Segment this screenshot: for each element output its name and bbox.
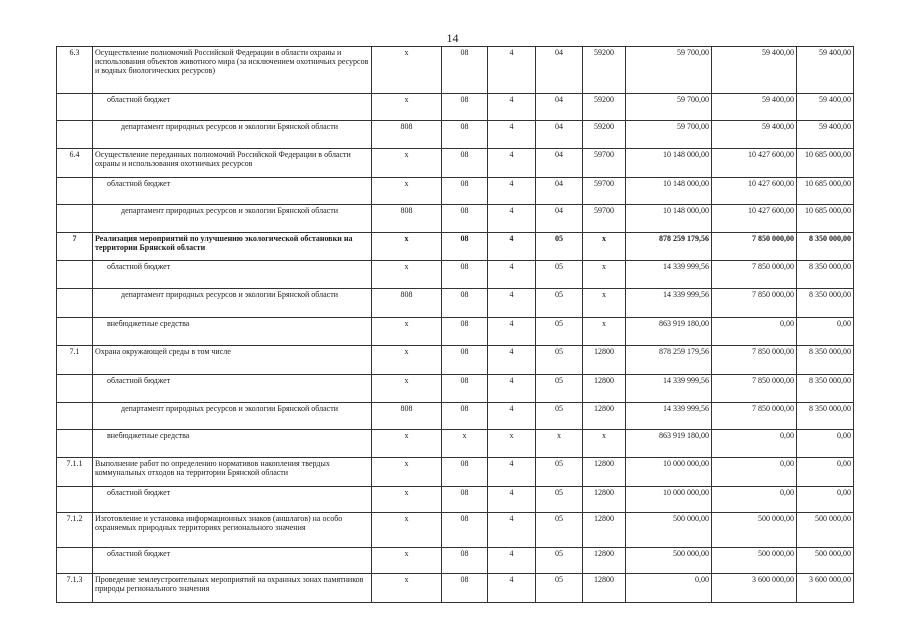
amount-year-3: 8 350 000,00 [797, 233, 854, 261]
amount-year-1: 10 148 000,00 [626, 205, 712, 233]
direction-code: 12800 [583, 574, 626, 603]
direction-code: 12800 [583, 375, 626, 403]
row-number: 7.1.3 [57, 574, 93, 603]
admin-code: x [372, 346, 442, 375]
direction-code: 59700 [583, 149, 626, 178]
direction-code: 59700 [583, 205, 626, 233]
amount-year-1: 863 919 180,00 [626, 318, 712, 346]
admin-code: x [372, 513, 442, 548]
amount-year-1: 14 339 999,56 [626, 261, 712, 289]
admin-code: x [372, 47, 442, 94]
amount-year-2: 500 000,00 [712, 513, 797, 548]
table-row [57, 318, 854, 346]
row-name: департамент природных ресурсов и экологии Брянской области [93, 205, 372, 233]
admin-code: x [372, 94, 442, 121]
direction-code: x [583, 430, 626, 458]
program-code: 04 [536, 205, 583, 233]
amount-year-2: 0,00 [712, 318, 797, 346]
direction-code: x [583, 261, 626, 289]
admin-code: 808 [372, 205, 442, 233]
row-name: внебюджетные средства [93, 318, 372, 346]
amount-year-2: 500 000,00 [712, 548, 797, 574]
program-code: 05 [536, 574, 583, 603]
row-name: Изготовление и установка информационных знаков (аншлагов) на особо охраняемых природных территориях регионального значения [93, 513, 372, 548]
amount-year-2: 10 427 600,00 [712, 178, 797, 205]
program-code: 04 [536, 149, 583, 178]
row-number [57, 261, 93, 289]
amount-year-1: 10 148 000,00 [626, 178, 712, 205]
section-code: 08 [442, 205, 488, 233]
amount-year-3: 10 685 000,00 [797, 205, 854, 233]
row-number [57, 430, 93, 458]
amount-year-2: 7 850 000,00 [712, 233, 797, 261]
amount-year-3: 59 400,00 [797, 94, 854, 121]
amount-year-3: 8 350 000,00 [797, 403, 854, 430]
admin-code: x [372, 149, 442, 178]
table-row [57, 233, 854, 261]
subsection-code: 4 [488, 205, 536, 233]
amount-year-3: 0,00 [797, 487, 854, 513]
admin-code: x [372, 318, 442, 346]
row-name: областной бюджет [93, 375, 372, 403]
row-name: областной бюджет [93, 261, 372, 289]
row-number: 7.1.1 [57, 458, 93, 487]
amount-year-3: 0,00 [797, 430, 854, 458]
subsection-code: 4 [488, 121, 536, 149]
amount-year-2: 7 850 000,00 [712, 346, 797, 375]
subsection-code: 4 [488, 233, 536, 261]
row-number: 7.1 [57, 346, 93, 375]
admin-code: 808 [372, 403, 442, 430]
direction-code: 59200 [583, 47, 626, 94]
amount-year-3: 59 400,00 [797, 47, 854, 94]
row-number: 7.1.2 [57, 513, 93, 548]
row-name: областной бюджет [93, 94, 372, 121]
admin-code: x [372, 430, 442, 458]
amount-year-2: 10 427 600,00 [712, 205, 797, 233]
row-name: областной бюджет [93, 548, 372, 574]
section-code: 08 [442, 548, 488, 574]
row-name: Осуществление переданных полномочий Российской Федерации в области охраны и использования охотничьих ресурсов [93, 149, 372, 178]
row-name: Реализация мероприятий по улучшению экологической обстановки на территории Брянской области [93, 233, 372, 261]
table-row [57, 47, 854, 94]
direction-code: 59200 [583, 94, 626, 121]
table-row [57, 94, 854, 121]
amount-year-1: 59 700,00 [626, 94, 712, 121]
direction-code: 12800 [583, 403, 626, 430]
subsection-code: 4 [488, 574, 536, 603]
table-row [57, 513, 854, 548]
amount-year-1: 0,00 [626, 574, 712, 603]
amount-year-1: 878 259 179,56 [626, 346, 712, 375]
subsection-code: 4 [488, 94, 536, 121]
amount-year-3: 8 350 000,00 [797, 375, 854, 403]
section-code: 08 [442, 261, 488, 289]
amount-year-3: 500 000,00 [797, 548, 854, 574]
program-code: 05 [536, 346, 583, 375]
program-code: 05 [536, 318, 583, 346]
amount-year-2: 7 850 000,00 [712, 261, 797, 289]
section-code: 08 [442, 47, 488, 94]
direction-code: 59200 [583, 121, 626, 149]
page-number: 14 [446, 31, 459, 45]
program-code: 05 [536, 548, 583, 574]
amount-year-1: 10 000 000,00 [626, 487, 712, 513]
program-code: 04 [536, 121, 583, 149]
table-row [57, 205, 854, 233]
row-name: департамент природных ресурсов и экологии Брянской области [93, 121, 372, 149]
row-name: Проведение землеустроительных мероприятий на охранных зонах памятников природы регионального значения [93, 574, 372, 603]
amount-year-1: 59 700,00 [626, 121, 712, 149]
row-name: Осуществление полномочий Российской Федерации в области охраны и использования объектов животного мира (за исключением охотничьих ресурсов и водных биологических ресурсов) [93, 47, 372, 94]
row-number [57, 205, 93, 233]
section-code: 08 [442, 318, 488, 346]
amount-year-2: 7 850 000,00 [712, 375, 797, 403]
section-code: 08 [442, 487, 488, 513]
section-code: 08 [442, 346, 488, 375]
row-number: 6.4 [57, 149, 93, 178]
direction-code: 12800 [583, 513, 626, 548]
amount-year-1: 10 148 000,00 [626, 149, 712, 178]
row-number [57, 548, 93, 574]
direction-code: 12800 [583, 346, 626, 375]
direction-code: 59700 [583, 178, 626, 205]
section-code: 08 [442, 233, 488, 261]
section-code: 08 [442, 375, 488, 403]
table-row [57, 121, 854, 149]
amount-year-2: 59 400,00 [712, 94, 797, 121]
row-name: областной бюджет [93, 178, 372, 205]
row-number [57, 318, 93, 346]
program-code: 05 [536, 403, 583, 430]
subsection-code: 4 [488, 318, 536, 346]
admin-code: 808 [372, 289, 442, 318]
amount-year-1: 59 700,00 [626, 47, 712, 94]
amount-year-2: 0,00 [712, 430, 797, 458]
amount-year-2: 7 850 000,00 [712, 289, 797, 318]
row-number [57, 178, 93, 205]
amount-year-2: 59 400,00 [712, 121, 797, 149]
table-row [57, 289, 854, 318]
subsection-code: 4 [488, 513, 536, 548]
direction-code: x [583, 233, 626, 261]
section-code: 08 [442, 94, 488, 121]
row-name: Охрана окружающей среды в том числе [93, 346, 372, 375]
table-row [57, 375, 854, 403]
program-code: 05 [536, 233, 583, 261]
subsection-code: 4 [488, 548, 536, 574]
section-code: 08 [442, 513, 488, 548]
program-code: 05 [536, 289, 583, 318]
budget-table [56, 46, 854, 603]
amount-year-2: 10 427 600,00 [712, 149, 797, 178]
admin-code: x [372, 458, 442, 487]
subsection-code: x [488, 430, 536, 458]
subsection-code: 4 [488, 487, 536, 513]
table-row [57, 574, 854, 603]
row-number [57, 487, 93, 513]
direction-code: 12800 [583, 487, 626, 513]
subsection-code: 4 [488, 458, 536, 487]
row-number [57, 121, 93, 149]
section-code: 08 [442, 178, 488, 205]
table-row [57, 430, 854, 458]
row-number [57, 403, 93, 430]
program-code: 04 [536, 94, 583, 121]
direction-code: x [583, 289, 626, 318]
amount-year-3: 59 400,00 [797, 121, 854, 149]
admin-code: x [372, 487, 442, 513]
table-row [57, 149, 854, 178]
admin-code: x [372, 548, 442, 574]
table-row [57, 458, 854, 487]
section-code: 08 [442, 121, 488, 149]
subsection-code: 4 [488, 261, 536, 289]
program-code: 05 [536, 261, 583, 289]
amount-year-3: 10 685 000,00 [797, 178, 854, 205]
amount-year-3: 8 350 000,00 [797, 289, 854, 318]
direction-code: 12800 [583, 458, 626, 487]
section-code: 08 [442, 289, 488, 318]
admin-code: x [372, 261, 442, 289]
subsection-code: 4 [488, 375, 536, 403]
amount-year-1: 14 339 999,56 [626, 375, 712, 403]
row-number [57, 289, 93, 318]
program-code: x [536, 430, 583, 458]
amount-year-1: 14 339 999,56 [626, 403, 712, 430]
row-number: 6.3 [57, 47, 93, 94]
amount-year-1: 10 000 000,00 [626, 458, 712, 487]
amount-year-3: 500 000,00 [797, 513, 854, 548]
program-code: 05 [536, 487, 583, 513]
program-code: 04 [536, 47, 583, 94]
amount-year-3: 8 350 000,00 [797, 346, 854, 375]
section-code: 08 [442, 403, 488, 430]
direction-code: x [583, 318, 626, 346]
admin-code: x [372, 375, 442, 403]
row-name: департамент природных ресурсов и экологии Брянской области [93, 289, 372, 318]
row-name: Выполнение работ по определению нормативов накопления твердых коммунальных отходов на территории Брянской области [93, 458, 372, 487]
row-name: департамент природных ресурсов и экологии Брянской области [93, 403, 372, 430]
row-name: областной бюджет [93, 487, 372, 513]
amount-year-1: 863 919 180,00 [626, 430, 712, 458]
direction-code: 12800 [583, 548, 626, 574]
program-code: 05 [536, 375, 583, 403]
program-code: 05 [536, 513, 583, 548]
program-code: 05 [536, 458, 583, 487]
table-row [57, 403, 854, 430]
section-code: 08 [442, 149, 488, 178]
subsection-code: 4 [488, 289, 536, 318]
table-row [57, 548, 854, 574]
admin-code: x [372, 178, 442, 205]
amount-year-2: 7 850 000,00 [712, 403, 797, 430]
admin-code: x [372, 574, 442, 603]
amount-year-2: 59 400,00 [712, 47, 797, 94]
row-number [57, 94, 93, 121]
table-row [57, 261, 854, 289]
amount-year-2: 3 600 000,00 [712, 574, 797, 603]
amount-year-2: 0,00 [712, 487, 797, 513]
row-number: 7 [57, 233, 93, 261]
admin-code: x [372, 233, 442, 261]
subsection-code: 4 [488, 403, 536, 430]
table-row [57, 487, 854, 513]
amount-year-3: 3 600 000,00 [797, 574, 854, 603]
subsection-code: 4 [488, 149, 536, 178]
amount-year-1: 500 000,00 [626, 513, 712, 548]
section-code: 08 [442, 574, 488, 603]
amount-year-3: 0,00 [797, 318, 854, 346]
row-name: внебюджетные средства [93, 430, 372, 458]
table-row [57, 178, 854, 205]
program-code: 04 [536, 178, 583, 205]
amount-year-3: 8 350 000,00 [797, 261, 854, 289]
section-code: 08 [442, 458, 488, 487]
table-row [57, 346, 854, 375]
amount-year-3: 0,00 [797, 458, 854, 487]
section-code: x [442, 430, 488, 458]
subsection-code: 4 [488, 47, 536, 94]
amount-year-2: 0,00 [712, 458, 797, 487]
amount-year-3: 10 685 000,00 [797, 149, 854, 178]
subsection-code: 4 [488, 346, 536, 375]
admin-code: 808 [372, 121, 442, 149]
amount-year-1: 14 339 999,56 [626, 289, 712, 318]
row-number [57, 375, 93, 403]
subsection-code: 4 [488, 178, 536, 205]
amount-year-1: 878 259 179,56 [626, 233, 712, 261]
amount-year-1: 500 000,00 [626, 548, 712, 574]
